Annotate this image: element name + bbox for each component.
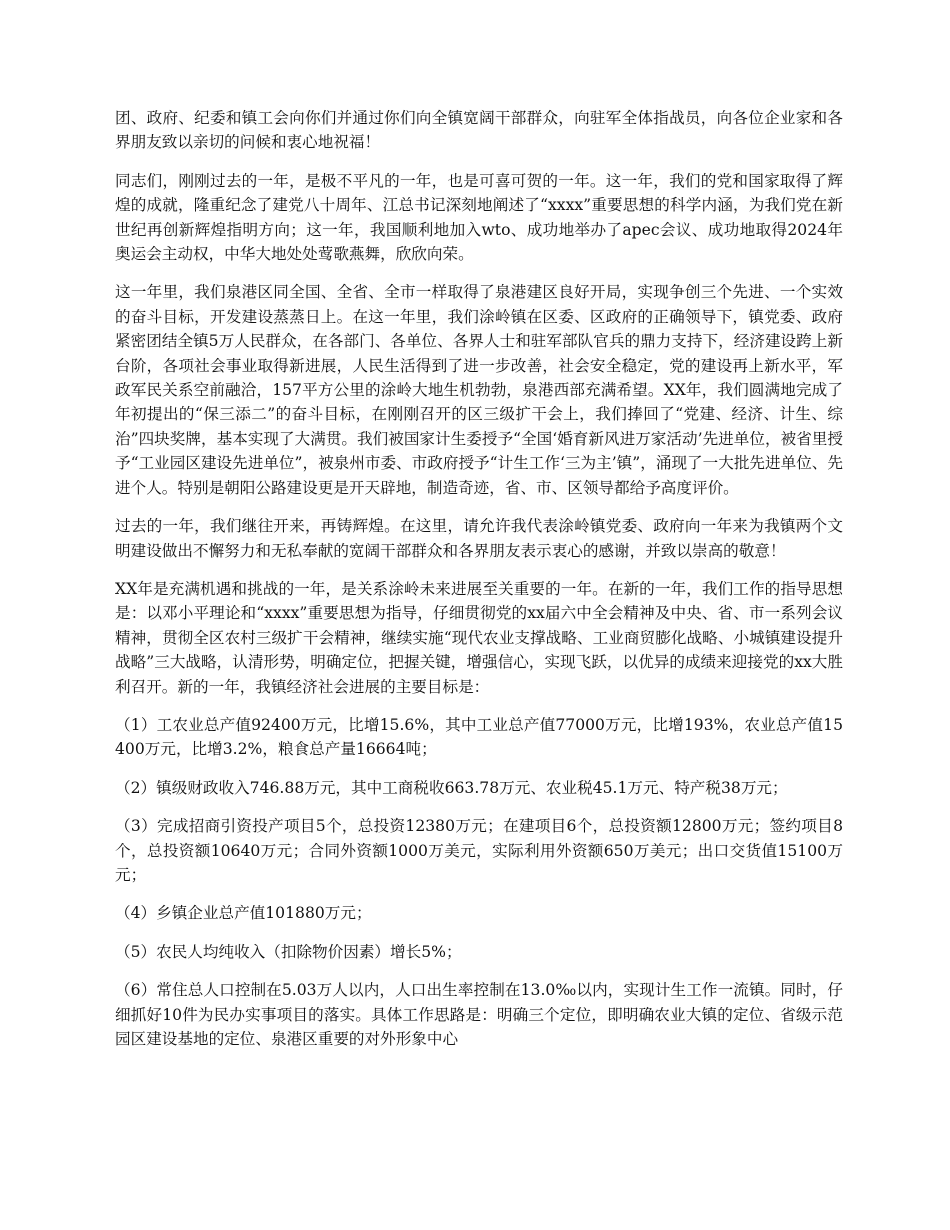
paragraph-target-1: （1）工农业总产值92400万元，比增15.6%，其中工业总产值77000万元，比增193%，农业总产值15400万元，比增3.2%，粮食总产量16664吨； [115, 715, 843, 759]
paragraph-target-3: （3）完成招商引资投产项目5个，总投资12380万元；在建项目6个，总投资额12800万元；签约项目8个，总投资额10640万元；合同外资额1000万美元，实际利用外资额650万美元；出口交货值15100万元； [115, 817, 843, 884]
paragraph-guiding-thought: XX年是充满机遇和挑战的一年，是关系涂岭未来进展至关重要的一年。在新的一年，我们工作的指导思想是：以邓小平理论和“xxxx”重要思想为指导，仔细贯彻党的xx届六中全会精神及中央、省、市一系列会议精神，贯彻全区农村三级扩干会精神，继续实施“现代农业支撑战略、工业商贸膨化战略、小城镇建设提升战略”三大战略，认清形势，明确定位，把握关键，增强信心，实现飞跃，以优异的成绩来迎接党的xx大胜利召开。新的一年，我镇经济社会进展的主要目标是： [115, 579, 843, 696]
paragraph-target-2: （2）镇级财政收入746.88万元，其中工商税收663.78万元、农业税45.1万元、特产税38万元； [115, 778, 788, 797]
paragraph-target-4: （4）乡镇企业总产值101880万元； [115, 904, 372, 923]
paragraph-thanks: 过去的一年，我们继往开来，再铸辉煌。在这里，请允许我代表涂岭镇党委、政府向一年来为我镇两个文明建设做出不懈努力和无私奉献的宽阔干部群众和各界朋友表示衷心的感谢，并致以崇高的敬意！ [115, 517, 843, 560]
paragraph-target-5: （5）农民人均纯收入（扣除物价因素）增长5%； [115, 942, 462, 961]
document-body [115, 106, 843, 1065]
paragraph-past-year-town: 这一年里，我们泉港区同全国、全省、全市一样取得了泉港建区良好开局，实现争创三个先进、一个实效的奋斗目标，开发建设蒸蒸日上。在这一年里，我们涂岭镇在区委、区政府的正确领导下，镇党委、政府紧密团结全镇5万人民群众，在各部门、各单位、各界人士和驻军部队官兵的鼎力支持下，经济建设跨上新台阶，各项社会事业取得新进展，人民生活得到了进一步改善，社会安全稳定，党的建设再上新水平，军政军民关系空前融洽，157平方公里的涂岭大地生机勃勃，泉港西部充满希望。XX年，我们圆满地完成了年初提出的“保三添二”的奋斗目标，在刚刚召开的区三级扩干会上，我们捧回了“党建、经济、计生、综治”四块奖牌，基本实现了大满贯。我们被国家计生委授予“全国‘婚育新风进万家活动’先进单位，被省里授予“工业园区建设先进单位”，被泉州市委、市政府授予“计生工作‘三为主’镇”，涌现了一大批先进单位、先进个人。特别是朝阳公路建设更是开天辟地，制造奇迹，省、市、区领导都给予高度评价。 [115, 283, 843, 497]
paragraph-greeting: 团、政府、纪委和镇工会向你们并通过你们向全镇宽阔干部群众，向驻军全体指战员，向各位企业家和各界朋友致以亲切的问候和衷心地祝福！ [115, 109, 843, 152]
paragraph-past-year-nation: 同志们，刚刚过去的一年，是极不平凡的一年，也是可喜可贺的一年。这一年，我们的党和国家取得了辉煌的成就，隆重纪念了建党八十周年、江总书记深刻地阐述了“xxxx”重要思想的科学内涵，为我们党在新世纪再创新辉煌指明方向；这一年，我国顺利地加入wto、成功地举办了apec会议、成功地取得2024年奥运会主动权，中华大地处处莺歌燕舞，欣欣向荣。 [115, 171, 843, 264]
paragraph-target-6: （6）常住总人口控制在5.03万人以内，人口出生率控制在13.0‰以内，实现计生工作一流镇。同时，仔细抓好10件为民办实事项目的落实。具体工作思路是：明确三个定位，即明确农业大镇的定位、省级示范园区建设基地的定位、泉港区重要的对外形象中心 [115, 981, 843, 1048]
